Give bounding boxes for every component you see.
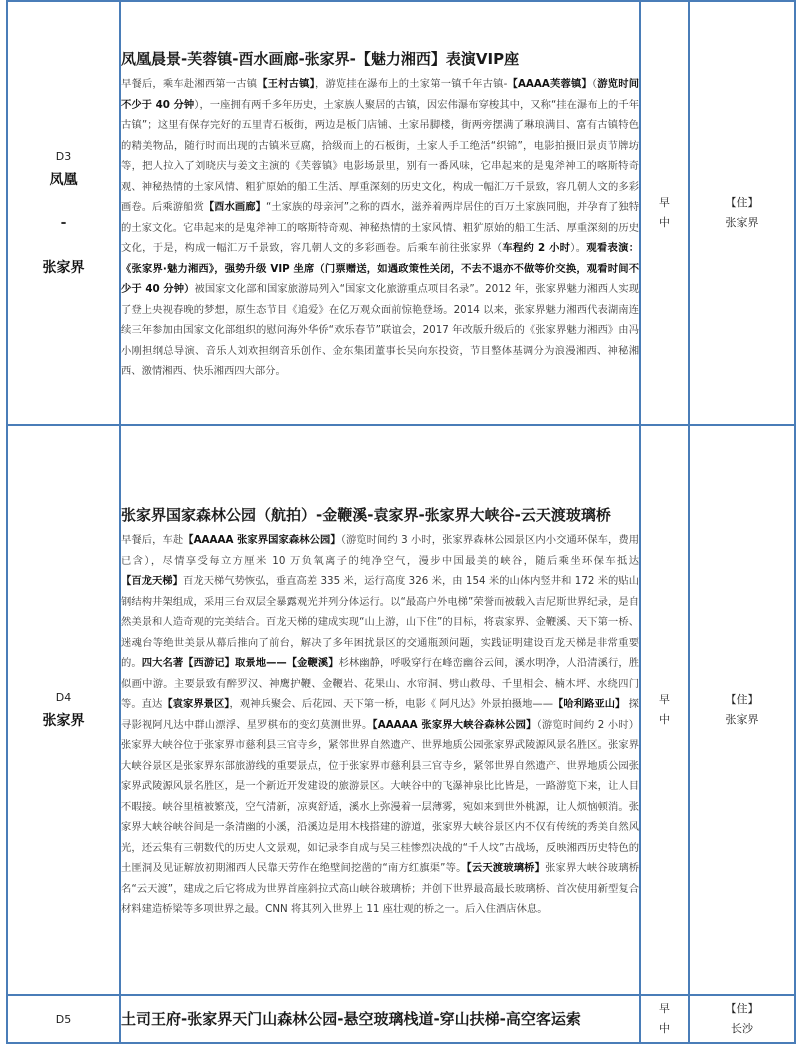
meals-cell: 早 中 [640,425,689,995]
day-description: 早餐后，车赴【AAAAA 张家界国家森林公园】（游览时间约 3 小时，张家界森林公园景区内小交通环保车，费用已含），尽情享受每立方厘米 10 万负氧离子的纯净空气，漫步中国最美的峡谷，随后乘坐环保车抵达【百龙天梯】百龙天梯气势恢弘，垂直高差 335 米，运行高度 326 米，由 154 米的山体内竖井和 172 米的贴山钢结构井架组成，采用三台双层全暴露观光并列分体运行。以“最高户外电梯”荣誉而被载入吉尼斯世界纪录，是自然美景和人造奇观的完美结合。百龙天梯的建成实现“山上游，山下住”的目标，将袁家界、金鞭溪、天下第一桥、迷魂台等绝世美景从幕后推向了前台，解决了多年困扰景区的交通瓶颈问题，实践证明建设百龙天梯是非常重要的。四大名著【西游记】取景地——【金鞭溪】杉林幽静，呼吸穿行在峰峦幽谷云间，溪水明净，人沿清溪行，胜似画中游。主要景致有醉罗汉、神鹰护鞭、金鞭岩、花果山、水帘洞、劈山救母、千里相会、楠木坪、水绕四门等。直达【袁家界景区】，观神兵聚会、后花园、天下第一桥，电影《 阿凡达》外景拍摄地——【哈利路亚山】 探寻影视阿凡达中群山漂浮、星罗棋布的变幻莫测世界。【AAAAA 张家界大峡谷森林公园】（游览时间约 2 小时）张家界大峡谷位于张家界市慈利县三官寺乡，紧邻世界自然遗产、世界地质公园张家界武陵源风景名胜区。张家界大峡谷景区是张家界东部旅游线的重要景点，位于张家界市慈利县三官寺乡，紧邻世界自然遗产、世界地质公园张家界武陵源风景名胜区，是一个新近开发建设的旅游景区。大峡谷中的飞瀑神泉比比皆是，一路游览下来，让人目不暇接。峡谷里植被繁茂，空气清新，凉爽舒适，溪水上弥漫着一层薄雾，宛如来到世外桃源，让人烦恼顿消。张家界大峡谷峡谷间是一条清幽的小溪，沿溪边是用木栈搭建的游道，张家界大峡谷景区内不仅有传统的秀美自然风光，还云集有三朝数代的历史人文景观，如记录李自成与吴三桂惨烈决战的“千人坟”古战场，反映湘西历史特色的土匪洞及见证解放初期湘西人民靠天劳作在绝壁间挖凿的“南方红旗渠”等。【云天渡玻璃桥】张家界大峡谷玻璃桥名“云天渡”，建成之后它将成为世界首座斜拉式高山峡谷玻璃桥；并创下世界最高最长玻璃桥、首次使用新型复合材料建造桥梁等多项世界之最。CNN 将其列入世界上 11 座壮观的桥之一。后入住酒店休息。 [121,534,640,916]
day-content [120,995,640,1043]
stay-cell [689,425,795,995]
highlight-text: 【AAAAA 张家界大峡谷森林公园】 [372,718,537,731]
highlight-text: 【AAAAA 张家界国家森林公园】 [183,534,341,547]
day-place-to: 张家界 [42,259,85,276]
day-cell [7,995,120,1043]
day-row-d3 [7,1,795,425]
day-content [120,425,640,995]
day-title: 土司王府-张家界天门山森林公园-悬空玻璃栈道-穿山扶梯-高空客运索 [121,1010,581,1028]
day-code: D4 [55,690,72,704]
day-row-d5 [7,995,795,1043]
day-description: 早餐后，乘车赴湘西第一古镇【王村古镇】，游览挂在瀑布上的土家第一镇千年古镇-【AAAA芙蓉镇】（游览时间不少于 40 分钟），一座拥有两千多年历史，土家族人聚居的古镇，因宏伟瀑布穿梭其中，又称“挂在瀑布上的千年古镇”；这里有保存完好的五里青石板街，两边是板门店铺、土家吊脚楼，街两旁摆满了琳琅满目、富有古镇特色的精美物品，随行时而出现的古镇米豆腐，拾级而上的石板街，土家人手工绝活“织锦”，电影拍摄旧景贞节牌坊等，把人拉入了刘晓庆与姜文主演的《芙蓉镇》电影场景里，别有一番风味，它串起来的是鬼斧神工的喀斯特奇观、神秘热情的土家风情、粗犷原始的船工生活、厚重深刻的历史文化，构成一幅汇万千景致，容几朝人文的多彩画卷。后乘游船赏【酉水画廊】“土家族的母亲河”之称的酉水，滋养着两岸居住的百万土家族同胞，并孕育了独特的土家文化。它串起来的是鬼斧神工的喀斯特奇观、神秘热情的土家风情、粗犷原始的船工生活、厚重深刻的历史文化，于是，构成一幅汇万千景致，容几朝人文的多彩画卷。后乘车前往张家界（车程约 2 小时）。观看表演：《张家界·魅力湘西》，强势升级 VIP 坐席（门票赠送，如遇政策性关闭，不去不退亦不做等价交换，观看时间不少于 40 分钟）被国家文化部和国家旅游局列入“国家文化旅游重点项目名录”。2012 年，张家界魅力湘西人实现了登上央视春晚的梦想，原生态节目《追爱》在亿万观众面前惊艳登场。2014 以来，张家界魅力湘西代表湖南连续三年参加由国家文化部组织的慰问海外华侨“欢乐春节”联谊会，2017 年改版升级后的《张家界魅力湘西》由冯小刚担纲总导演、音乐人刘欢担纲音乐创作、金东集团董事长吴向东投资，节目整体基调分为浪漫湘西、神秘湘西、激情湘西、快乐湘西四大部分。 [121,78,640,378]
highlight-text: 游览时间不少于 40 分钟 [121,78,640,111]
stay-city: 张家界 [725,713,759,726]
day-place: 张家界 [42,712,85,729]
day-title: 张家界国家森林公园（航拍）-金鞭溪-袁家界-张家界大峡谷-云天渡玻璃桥 [121,506,611,525]
stay-cell [689,1,795,425]
highlight-text: 【百龙天梯】 [121,575,183,588]
day-code: D5 [55,1012,72,1026]
stay-label: 【住】 [725,1002,759,1015]
day-code: D3 [55,149,72,163]
highlight-text: 【王村古镇】 [257,78,315,91]
stay-label: 【住】 [725,693,759,706]
highlight-text: 观看表演：《张家界·魅力湘西》，强势升级 VIP 坐席（门票赠送，如遇政策性关闭，不去不退亦不做等价交换，观看时间不少于 40 分钟） [121,242,639,296]
highlight-text: 【哈利路亚山】 [553,698,626,711]
day-cell [7,425,120,995]
highlight-text: 【AAAA芙蓉镇】 [507,78,592,91]
meals-cell: 早 中 [640,995,689,1043]
highlight-text: 【袁家界景区】 [162,698,230,711]
highlight-text: 【酉水画廊】 [203,201,266,214]
stay-city: 长沙 [731,1022,753,1035]
day-title: 凤凰晨景-芙蓉镇-酉水画廊-张家界-【魅力湘西】表演VIP座 [121,50,520,69]
highlight-text: 车程约 2 小时 [502,242,571,255]
stay-city: 张家界 [725,216,759,229]
day-row-d4 [7,425,795,995]
highlight-text: 【云天渡玻璃桥】 [466,862,546,875]
day-place-dash: - [60,214,67,231]
itinerary-table [6,0,796,1044]
stay-cell [689,995,795,1043]
day-cell [7,1,120,425]
highlight-text: 四大名著【西游记】取景地——【金鞭溪】 [141,657,339,670]
stay-label: 【住】 [725,196,759,209]
day-content [120,1,640,425]
day-place-from: 凤凰 [49,171,78,188]
meals-cell: 早 中 [640,1,689,425]
